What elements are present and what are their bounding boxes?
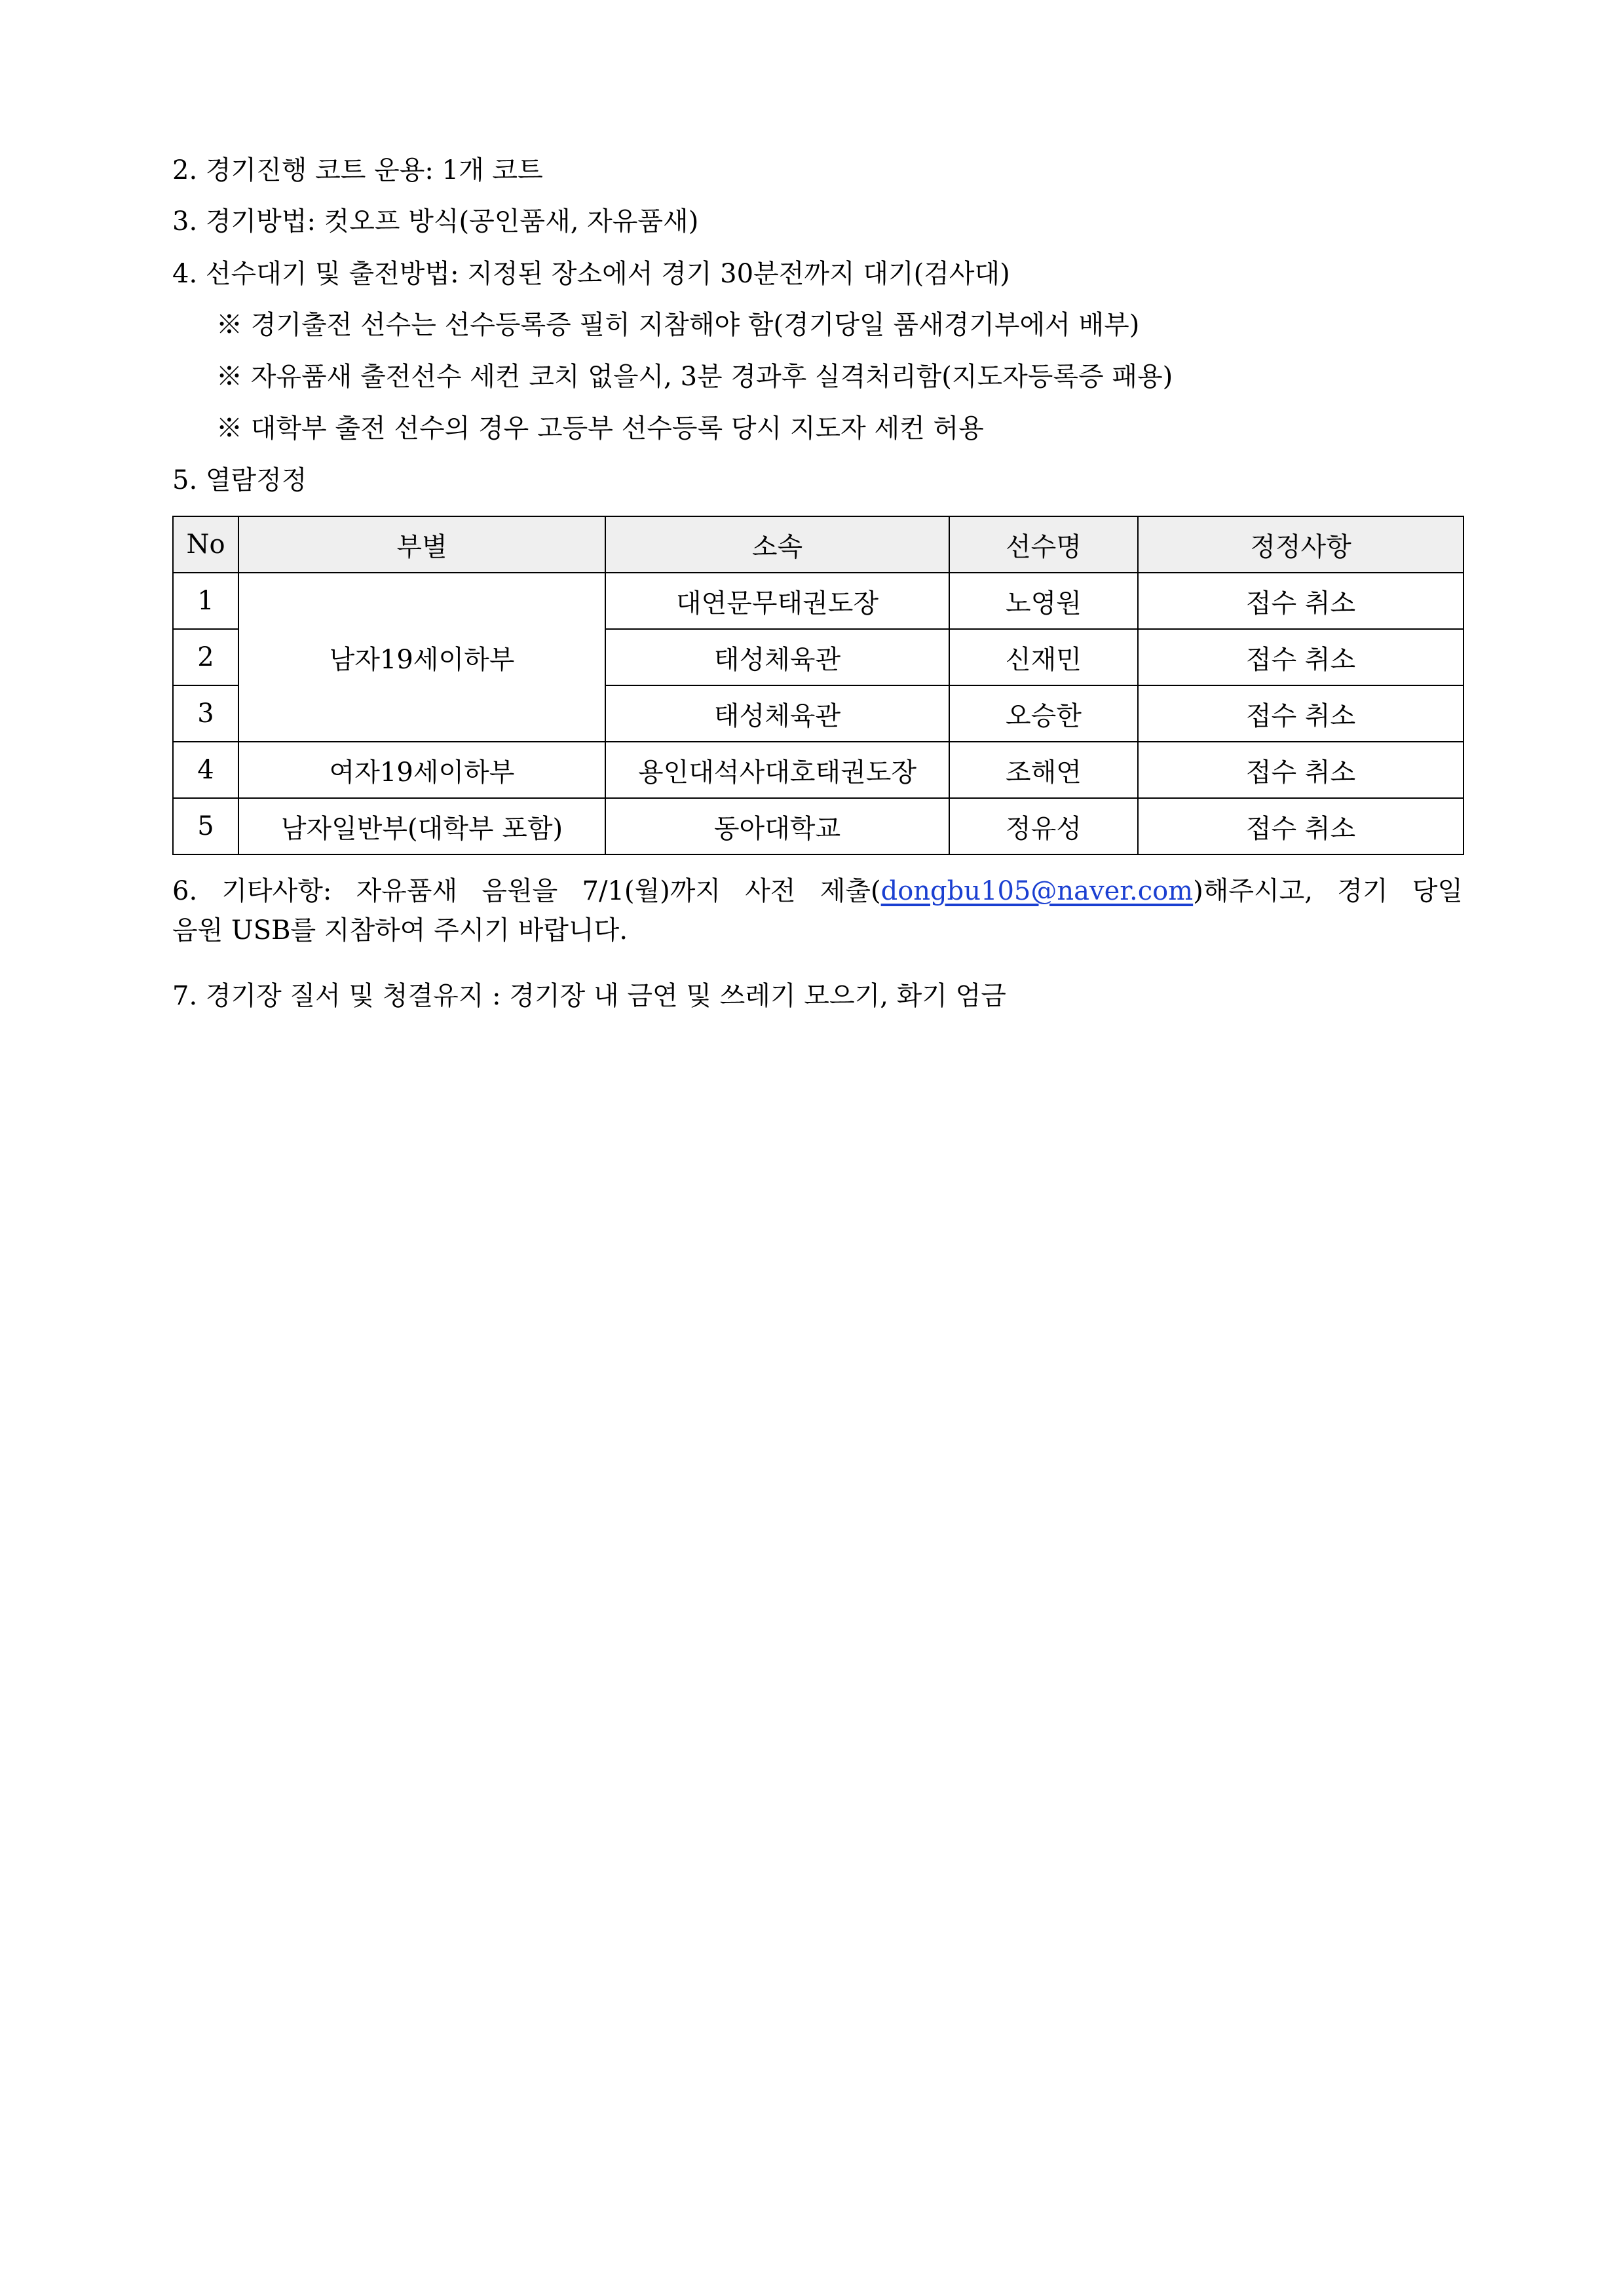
word: 경기: [1337, 876, 1388, 906]
notice-item-7: 7. 경기장 질서 및 청결유지 : 경기장 내 금연 및 쓰레기 모으기, 화기 엄금: [172, 981, 1006, 1011]
cell-correction: 접수 취소: [1138, 798, 1463, 854]
email-suffix: )해주시고,: [1193, 876, 1313, 906]
cell-player-name: 신재민: [949, 629, 1138, 685]
cell-affiliation: 용인대석사대호태권도장: [605, 742, 949, 798]
cell-division: 남자19세이하부: [238, 573, 605, 742]
cell-affiliation: 태성체육관: [605, 685, 949, 742]
table-row: [173, 742, 1463, 798]
cell-no: 4: [173, 742, 238, 798]
cell-division: 남자일반부(대학부 포함): [238, 798, 605, 854]
cell-player-name: 노영원: [949, 573, 1138, 629]
correction-table: [172, 516, 1464, 855]
word: 당일: [1412, 876, 1463, 906]
header-player-name: 선수명: [949, 516, 1138, 573]
header-affiliation: 소속: [605, 516, 949, 573]
cell-no: 3: [173, 685, 238, 742]
email-link[interactable]: dongbu105@naver.com: [880, 876, 1194, 906]
notice-item-3: 3. 경기방법: 컷오프 방식(공인품새, 자유품새): [172, 206, 699, 237]
cell-affiliation: 대연문무태권도장: [605, 573, 949, 629]
notice-note: ※ 자유품새 출전선수 세컨 코치 없을시, 3분 경과후 실격처리함(지도자등록증 패용): [216, 362, 1173, 392]
cell-no: 1: [173, 573, 238, 629]
word: 기타사항:: [221, 876, 332, 906]
notice-item-5: 5. 열람정정: [172, 465, 307, 495]
notice-item-6: [172, 871, 1463, 950]
header-division: 부별: [238, 516, 605, 573]
word: 6.: [172, 876, 198, 906]
table-row: [173, 573, 1463, 629]
cell-correction: 접수 취소: [1138, 573, 1463, 629]
word: 사전: [745, 876, 796, 906]
email-prefix: 제출(: [820, 876, 881, 906]
cell-player-name: 조해연: [949, 742, 1138, 798]
cell-no: 5: [173, 798, 238, 854]
cell-player-name: 정유성: [949, 798, 1138, 854]
cell-correction: 접수 취소: [1138, 742, 1463, 798]
header-no: No: [173, 516, 238, 573]
notice-item-6-line1: [172, 871, 1463, 911]
table-row: [173, 798, 1463, 854]
word: 7/1(월)까지: [582, 876, 721, 906]
cell-correction: 접수 취소: [1138, 629, 1463, 685]
notice-note: ※ 경기출전 선수는 선수등록증 필히 지참해야 함(경기당일 품새경기부에서 배부): [216, 310, 1140, 340]
notice-item-6-line2: 음원 USB를 지참하여 주시기 바랍니다.: [172, 915, 628, 946]
email-group: [820, 871, 1313, 911]
cell-affiliation: 동아대학교: [605, 798, 949, 854]
cell-affiliation: 태성체육관: [605, 629, 949, 685]
word: 음원을: [482, 876, 558, 906]
notice-item-2: 2. 경기진행 코트 운용: 1개 코트: [172, 155, 543, 185]
cell-player-name: 오승한: [949, 685, 1138, 742]
cell-correction: 접수 취소: [1138, 685, 1463, 742]
table-header-row: [173, 516, 1463, 573]
notice-item-4: 4. 선수대기 및 출전방법: 지정된 장소에서 경기 30분전까지 대기(검사대): [172, 259, 1010, 289]
cell-division: 여자19세이하부: [238, 742, 605, 798]
notice-note: ※ 대학부 출전 선수의 경우 고등부 선수등록 당시 지도자 세컨 허용: [216, 413, 984, 444]
header-correction: 정정사항: [1138, 516, 1463, 573]
word: 자유품새: [356, 876, 458, 906]
cell-no: 2: [173, 629, 238, 685]
